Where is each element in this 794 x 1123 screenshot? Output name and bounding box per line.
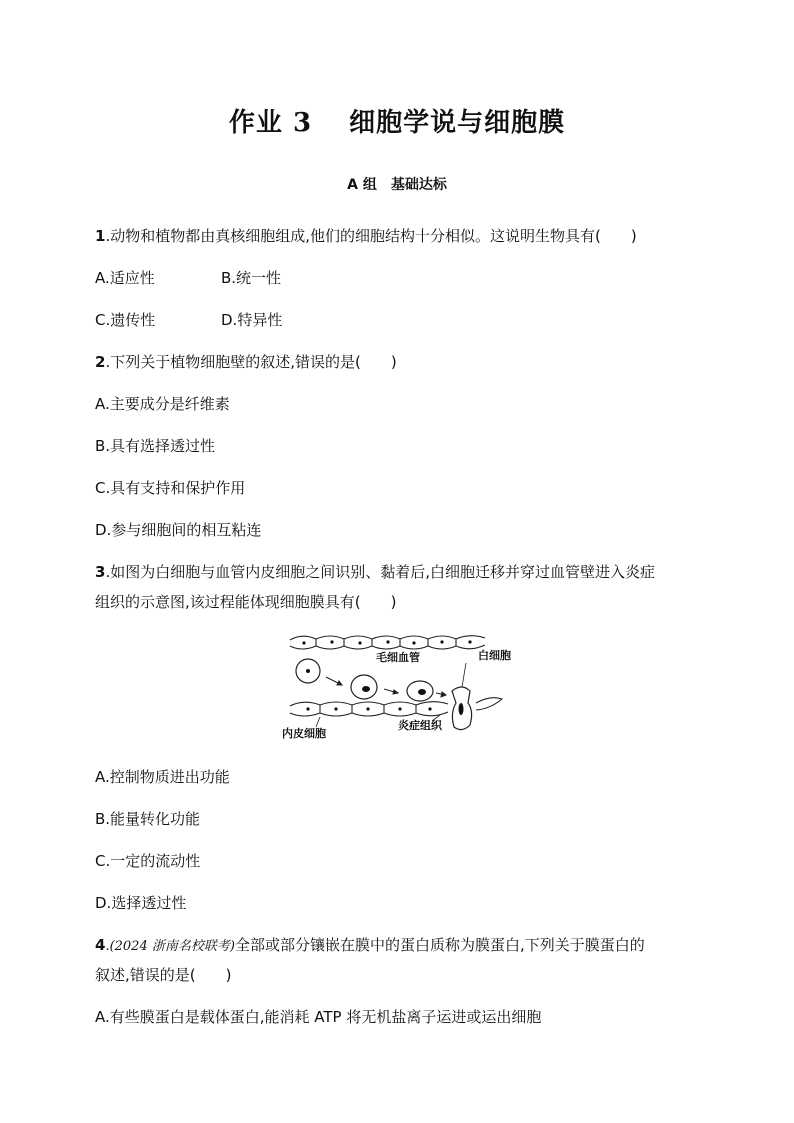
option-c[interactable]: C.具有支持和保护作用: [95, 479, 246, 497]
question-stem: 全部或部分镶嵌在膜中的蛋白质称为膜蛋白,下列关于膜蛋白的: [234, 936, 645, 954]
label-leukocyte: 白细胞: [478, 649, 511, 662]
option-d[interactable]: D.选择透过性: [95, 894, 187, 912]
option-a[interactable]: A.主要成分是纤维素: [95, 395, 230, 413]
option-d[interactable]: D.特异性: [221, 311, 283, 329]
question-4: [95, 934, 645, 955]
label-capillary: 毛细血管: [376, 651, 420, 664]
question-stem-continued: 组织的示意图,该过程能体现细胞膜具有( ): [95, 593, 397, 611]
question-3: [95, 561, 655, 582]
question-2: [95, 351, 397, 372]
option-a[interactable]: A.有些膜蛋白是载体蛋白,能消耗 ATP 将无机盐离子运进或运出细胞: [95, 1008, 542, 1026]
question-stem: .如图为白细胞与血管内皮细胞之间识别、黏着后,白细胞迁移并穿过血管壁进入炎症: [105, 563, 655, 581]
option-b[interactable]: B.统一性: [221, 269, 282, 287]
option-row: [95, 309, 283, 330]
question-stem: .下列关于植物细胞壁的叙述,错误的是( ): [105, 353, 397, 371]
option-a[interactable]: A.控制物质进出功能: [95, 768, 230, 786]
option-b[interactable]: B.能量转化功能: [95, 810, 201, 828]
capillary-diagram: [280, 633, 520, 745]
option-b[interactable]: B.具有选择透过性: [95, 437, 216, 455]
option-row: [95, 267, 282, 288]
question-stem: .动物和植物都由真核细胞组成,他们的细胞结构十分相似。这说明生物具有( ): [105, 227, 637, 245]
question-stem-continued: 叙述,错误的是( ): [95, 966, 232, 984]
question-number: 1: [95, 227, 106, 245]
label-endothelial-cell: 内皮细胞: [282, 727, 326, 740]
question-1: [95, 225, 637, 246]
page-title: 作业 3 细胞学说与细胞膜: [228, 108, 566, 138]
group-heading: A 组 基础达标: [347, 177, 447, 193]
option-d[interactable]: D.参与细胞间的相互粘连: [95, 521, 262, 539]
leukocyte-migration-figure: [280, 633, 520, 749]
question-number: 2: [95, 353, 106, 371]
option-c[interactable]: C.遗传性: [95, 311, 156, 329]
question-number: 3: [95, 563, 106, 581]
question-number: 4: [95, 936, 106, 954]
option-c[interactable]: C.一定的流动性: [95, 852, 201, 870]
question-source: .(2024 浙南名校联考): [105, 939, 235, 954]
label-inflamed-tissue: 炎症组织: [398, 719, 442, 732]
option-a[interactable]: A.适应性: [95, 269, 155, 287]
